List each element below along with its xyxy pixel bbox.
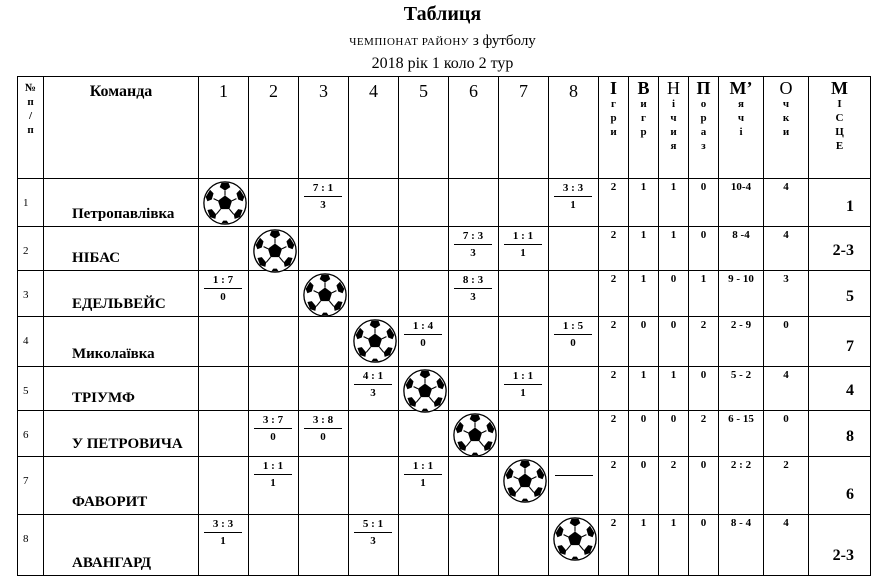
match-score [254,414,292,444]
stat-draws: 0 [659,317,689,367]
score-result: 1 : 1 [254,460,292,475]
match-cell [499,457,549,515]
match-cell [299,515,349,576]
header-losses: П о р а з [689,77,719,179]
stat-goals: 8 -4 [719,227,764,271]
score-points: 0 [570,337,576,349]
stat-games: 2 [599,515,629,576]
match-cell [199,411,249,457]
score-points: 0 [420,337,426,349]
match-cell [299,457,349,515]
stat-wins: 0 [629,317,659,367]
score-result: 1 : 1 [404,460,442,475]
match-score [504,370,542,400]
match-score [454,274,492,304]
match-cell [399,367,449,411]
soccer-ball-icon [203,181,247,225]
stat-wins: 0 [629,411,659,457]
score-result: 3 : 8 [304,414,342,429]
match-cell [399,271,449,317]
header-col-7: 7 [499,77,549,179]
row-number: 5 [18,367,44,411]
stat-points: 0 [764,317,809,367]
match-cell [449,271,499,317]
stat-draws: 1 [659,367,689,411]
stat-losses: 0 [689,367,719,411]
score-result: 1 : 4 [404,320,442,335]
stat-draws: 0 [659,411,689,457]
stat-games: 2 [599,367,629,411]
match-cell [349,271,399,317]
match-cell [399,515,449,576]
header-points: О ч к и [764,77,809,179]
match-cell [549,457,599,515]
match-score [404,460,442,490]
row-number: 3 [18,271,44,317]
header-col-1: 1 [199,77,249,179]
header-wins: В и г р [629,77,659,179]
table-row [18,227,871,271]
table-row [18,179,871,227]
match-cell [199,227,249,271]
match-cell [249,515,299,576]
header-draws: Н і ч и я [659,77,689,179]
match-score [404,320,442,350]
stat-goals: 5 - 2 [719,367,764,411]
soccer-ball-icon [453,413,497,457]
score-points: 3 [370,535,376,547]
match-cell [499,317,549,367]
team-name: Петропавлівка [44,179,199,227]
match-cell [399,317,449,367]
stat-wins: 1 [629,271,659,317]
stat-points: 4 [764,179,809,227]
match-cell [449,515,499,576]
team-name: У ПЕТРОВИЧА [44,411,199,457]
match-cell [199,179,249,227]
match-score [304,182,342,212]
match-cell [299,367,349,411]
stat-points: 4 [764,367,809,411]
match-score [254,460,292,490]
place-value: 7 [809,317,871,367]
stat-points: 4 [764,515,809,576]
stat-points: 2 [764,457,809,515]
soccer-ball-icon [353,319,397,363]
score-result: 1 : 5 [554,320,592,335]
match-cell [349,515,399,576]
score-result: 3 : 3 [204,518,242,533]
header-number: № п / п [18,77,44,179]
match-cell [499,227,549,271]
table-row [18,271,871,317]
table-row [18,367,871,411]
score-points: 0 [220,291,226,303]
stat-losses: 0 [689,227,719,271]
match-cell [199,515,249,576]
match-cell [499,367,549,411]
match-cell [399,227,449,271]
match-cell [449,317,499,367]
place-value: 2-3 [809,515,871,576]
team-name: ФАВОРИТ [44,457,199,515]
table-row [18,317,871,367]
place-value: 5 [809,271,871,317]
row-number: 6 [18,411,44,457]
match-cell [249,179,299,227]
match-cell [549,227,599,271]
place-value: 8 [809,411,871,457]
score-result: 1 : 1 [504,370,542,385]
subtitle-suffix: з футболу [469,33,536,49]
score-points: 0 [320,431,326,443]
match-cell [199,457,249,515]
team-name: Миколаївка [44,317,199,367]
stat-games: 2 [599,317,629,367]
match-cell [449,367,499,411]
match-cell [549,411,599,457]
stat-points: 4 [764,227,809,271]
header-col-6: 6 [449,77,499,179]
header-col-8: 8 [549,77,599,179]
header-col-2: 2 [249,77,299,179]
header-col-3: 3 [299,77,349,179]
stat-wins: 1 [629,515,659,576]
header-team: Команда [44,77,199,179]
match-cell [249,317,299,367]
table-row [18,411,871,457]
match-score [354,518,392,548]
header-row [18,77,871,179]
match-cell [199,271,249,317]
stat-games: 2 [599,411,629,457]
score-result: 3 : 3 [554,182,592,197]
match-cell [349,179,399,227]
season-subtitle: 2018 рік 1 коло 2 тур [371,55,514,72]
team-name: НІБАС [44,227,199,271]
stat-goals: 2 - 9 [719,317,764,367]
match-score [554,320,592,350]
score-result: 7 : 3 [454,230,492,245]
match-cell [449,179,499,227]
score-points: 1 [270,477,276,489]
match-cell [299,317,349,367]
row-number: 8 [18,515,44,576]
score-result: 4 : 1 [354,370,392,385]
stat-games: 2 [599,227,629,271]
match-cell [249,271,299,317]
stat-goals: 10-4 [719,179,764,227]
match-cell [399,179,449,227]
match-cell [399,457,449,515]
stat-losses: 0 [689,515,719,576]
match-cell [549,179,599,227]
score-points: 3 [370,387,376,399]
match-score [204,274,242,304]
score-points: 1 [220,535,226,547]
stat-draws: 2 [659,457,689,515]
soccer-ball-icon [553,517,597,561]
stat-goals: 2 : 2 [719,457,764,515]
header-col-4: 4 [349,77,399,179]
match-cell [499,179,549,227]
stat-wins: 1 [629,227,659,271]
score-points: 1 [570,199,576,211]
match-cell [549,271,599,317]
stat-games: 2 [599,179,629,227]
row-number: 1 [18,179,44,227]
score-result: 7 : 1 [304,182,342,197]
stat-draws: 1 [659,227,689,271]
place-value: 6 [809,457,871,515]
score-points: 0 [270,431,276,443]
stat-draws: 1 [659,515,689,576]
stat-losses: 1 [689,271,719,317]
score-result: 8 : 3 [454,274,492,289]
row-number: 4 [18,317,44,367]
stat-wins: 1 [629,367,659,411]
match-cell [299,411,349,457]
stat-losses: 0 [689,457,719,515]
stat-losses: 0 [689,179,719,227]
soccer-ball-icon [403,369,447,413]
soccer-ball-icon [253,229,297,273]
match-cell [299,227,349,271]
match-cell [349,457,399,515]
match-score [204,518,242,548]
match-cell [299,179,349,227]
match-score [304,414,342,444]
match-cell [449,411,499,457]
score-result: 5 : 1 [354,518,392,533]
stat-points: 3 [764,271,809,317]
place-value: 4 [809,367,871,411]
stat-losses: 2 [689,411,719,457]
match-cell [349,227,399,271]
stat-games: 2 [599,271,629,317]
match-score [504,230,542,260]
table-row [18,457,871,515]
score-result: 1 : 7 [204,274,242,289]
stat-draws: 0 [659,271,689,317]
match-cell [449,227,499,271]
match-cell [549,367,599,411]
match-cell [499,271,549,317]
match-cell [249,227,299,271]
match-cell [349,411,399,457]
championship-subtitle [0,33,885,50]
match-cell [249,411,299,457]
header-place: М І С Ц Е [809,77,871,179]
score-points: 1 [520,387,526,399]
match-cell [399,411,449,457]
stat-goals: 9 - 10 [719,271,764,317]
team-name: ТРІУМФ [44,367,199,411]
page-title: Таблиця [403,3,482,25]
table-row [18,515,871,576]
stat-losses: 2 [689,317,719,367]
header-goals: М’ я ч і [719,77,764,179]
match-score [554,182,592,212]
match-cell [549,515,599,576]
score-points: 1 [420,477,426,489]
match-cell [499,515,549,576]
standings-table [17,76,871,576]
stat-wins: 0 [629,457,659,515]
score-points: 1 [520,247,526,259]
score-result: 1 : 1 [504,230,542,245]
soccer-ball-icon [303,273,347,317]
match-cell [549,317,599,367]
stat-goals: 8 - 4 [719,515,764,576]
stat-draws: 1 [659,179,689,227]
stat-wins: 1 [629,179,659,227]
row-number: 7 [18,457,44,515]
team-name: АВАНГАРД [44,515,199,576]
stat-points: 0 [764,411,809,457]
header-games: І г р и [599,77,629,179]
stat-goals: 6 - 15 [719,411,764,457]
stat-games: 2 [599,457,629,515]
match-cell [199,317,249,367]
empty-result-line [555,475,593,476]
match-cell [449,457,499,515]
match-score [454,230,492,260]
match-cell [199,367,249,411]
header-col-5: 5 [399,77,449,179]
match-cell [499,411,549,457]
score-points: 3 [470,247,476,259]
score-result: 3 : 7 [254,414,292,429]
match-score [354,370,392,400]
match-cell [299,271,349,317]
soccer-ball-icon [503,459,547,503]
match-cell [349,367,399,411]
place-value: 2-3 [809,227,871,271]
match-cell [249,367,299,411]
score-points: 3 [470,291,476,303]
row-number: 2 [18,227,44,271]
match-cell [249,457,299,515]
subtitle-prefix: ЧЕМПІОНАТ РАЙОНУ [349,36,470,48]
team-name: ЕДЕЛЬВЕЙС [44,271,199,317]
score-points: 3 [320,199,326,211]
place-value: 1 [809,179,871,227]
match-cell [349,317,399,367]
